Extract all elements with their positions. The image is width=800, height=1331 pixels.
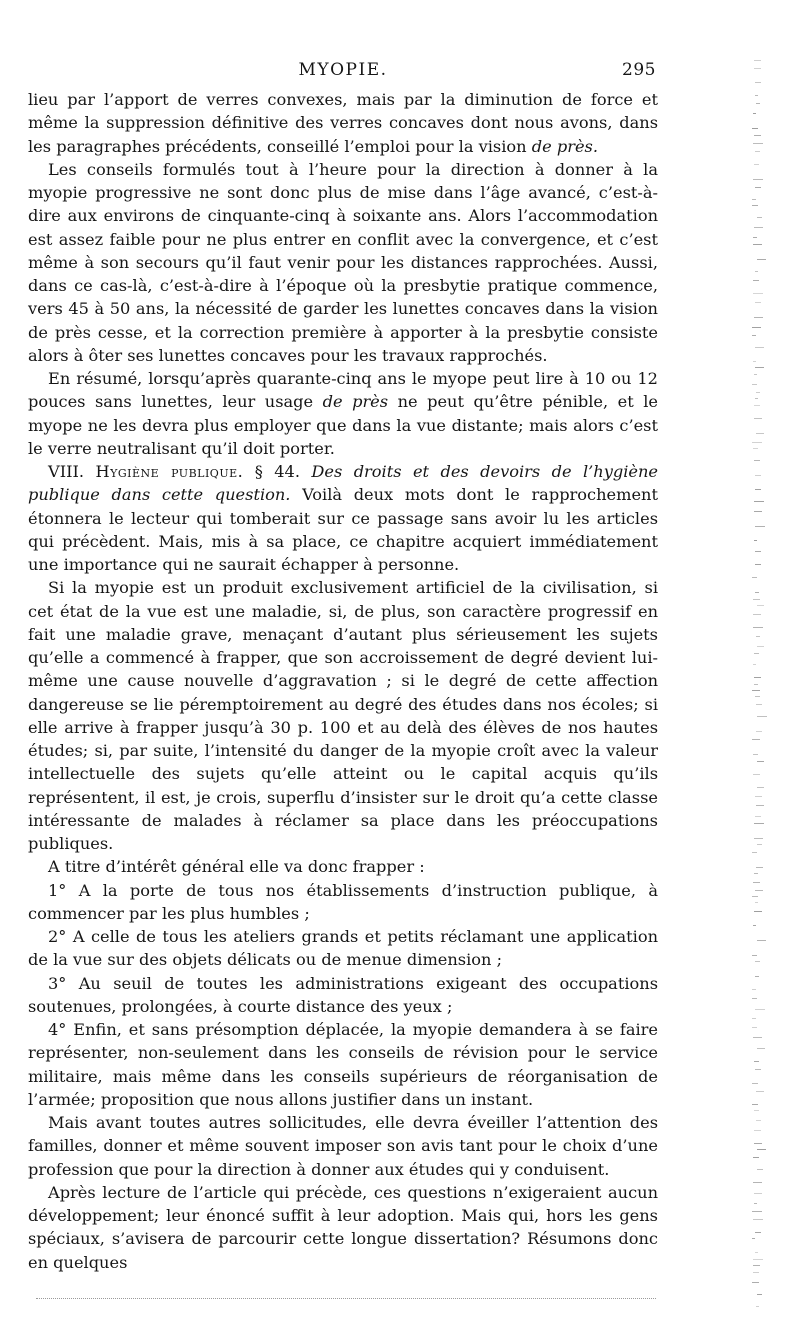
- margin-tick: [754, 511, 762, 512]
- section-number: VIII.: [48, 462, 85, 481]
- margin-tick: [756, 1120, 761, 1121]
- margin-tick: [756, 103, 760, 104]
- margin-tick: [753, 179, 763, 180]
- margin-tick: [753, 925, 756, 926]
- margin-tick: [754, 317, 763, 318]
- margin-tick: [753, 1259, 763, 1260]
- margin-tick: [752, 1018, 756, 1019]
- margin-tick: [753, 1037, 762, 1038]
- margin-tick: [753, 627, 763, 628]
- margin-tick: [757, 259, 766, 260]
- margin-tick: [756, 1306, 759, 1307]
- margin-tick: [754, 838, 763, 839]
- list-item: 2° A celle de tous les ateliers grands et petits réclamant une application de la vue sur des objets délicats ou de menue dimension ;: [28, 927, 658, 970]
- margin-tick: [753, 1272, 759, 1273]
- margin-tick: [754, 501, 764, 502]
- margin-tick: [755, 976, 759, 977]
- margin-tick: [754, 1061, 759, 1062]
- emphasis: de près: [322, 392, 389, 412]
- margin-tick: [752, 739, 760, 740]
- margin-tick: [754, 135, 761, 136]
- margin-tick: [753, 280, 759, 281]
- margin-tick: [755, 187, 761, 188]
- margin-tick: [757, 787, 764, 788]
- margin-tick: [754, 677, 761, 678]
- section-sign: § 44.: [254, 462, 300, 481]
- running-head: [28, 56, 658, 88]
- margin-tick: [757, 716, 767, 717]
- margin-tick: [755, 592, 759, 593]
- margin-tick: [754, 60, 761, 61]
- margin-tick: [755, 95, 758, 96]
- margin-tick: [754, 227, 763, 228]
- paragraph-text: lieu par l’apport de verres convexes, mais par la diminution de force et même la suppression définitive des verres concaves dont nous avons, dans les paragraphes précédents, conseillé l’emploi pour la vision: [28, 90, 658, 156]
- paragraph: [28, 367, 658, 460]
- margin-tick: [753, 361, 756, 362]
- margin-tick: [752, 1104, 758, 1105]
- margin-tick: [757, 1149, 766, 1150]
- margin-tick: [752, 1282, 759, 1283]
- margin-tick: [752, 335, 756, 336]
- list-item: 3° Au seuil de toutes les administrations exigeant des occupations soutenues, prolongées, à courte distance des yeux ;: [28, 973, 658, 1016]
- margin-tick: [756, 636, 760, 637]
- margin-tick: [753, 244, 762, 245]
- section-title: Hygiène publique.: [95, 462, 244, 481]
- margin-tick: [754, 684, 758, 685]
- margin-tick: [756, 704, 762, 705]
- margin-tick: [752, 128, 758, 129]
- margin-tick: [756, 392, 760, 393]
- margin-tick: [755, 151, 760, 152]
- paragraph-text: ne peut qu’être pénible, et le myope ne les devra plus employer que dans la vue distante; mais alors c’est le verre neutralisant qu’il doit porter.: [28, 392, 659, 458]
- margin-tick: [757, 646, 764, 647]
- margin-tick: [754, 911, 762, 912]
- margin-tick: [752, 442, 762, 443]
- margin-tick: [754, 1193, 762, 1194]
- margin-tick: [753, 882, 760, 883]
- margin-tick: [755, 347, 764, 348]
- margin-tick: [753, 1265, 760, 1266]
- page-number: 295: [622, 60, 656, 80]
- margin-tick: [753, 754, 758, 755]
- paragraph-text: En résumé, lorsqu’après quarante-cinq ans le myope peut lire à 10 ou 12 pouces sans lunettes, leur usage: [28, 369, 658, 412]
- margin-tick: [755, 1232, 761, 1233]
- margin-tick: [757, 844, 762, 845]
- margin-tick: [754, 653, 759, 654]
- margin-tick: [753, 237, 757, 238]
- margin-tick: [754, 873, 758, 874]
- margin-tick: [755, 475, 761, 476]
- margin-tick: [752, 1083, 758, 1084]
- margin-tick: [753, 1219, 763, 1220]
- margin-tick: [757, 217, 762, 218]
- margin-tick: [755, 82, 761, 83]
- paragraph: Si la myopie est un produit exclusivement artificiel de la civilisation, si cet état de la vue est une maladie, si, de plus, son caractère progressif en fait une maladie grave, menaçant d’autant plus sérieusement les sujets qu’elle a commencé à frapper, que son accroissement de degré devient lui-même une cause nouvelle d’aggravation ; si le degré de cette affection dangereuse se lie péremptoirement au degré des études dans nos écoles; si elle arrive à frapper jusqu’à 30 p. 100 et au delà des élèves de nos hautes études; si, par suite, l’intensité du danger de la myopie croît avec la valeur intellectuelle des sujets qu’elle atteint ou le capital acquis qu’ils représentent, il est, je crois, superflu d’insister sur le droit qu’a cette classe intéressante de malades à réclamer sa place dans les préoccupations publiques.: [28, 578, 658, 853]
- section-subtitle: Des droits et des devoirs de l’hygiène publique dans cette question.: [28, 462, 658, 505]
- section-heading-paragraph: [28, 460, 658, 576]
- margin-tick: [752, 1211, 762, 1212]
- margin-tick: [753, 293, 763, 294]
- body-text: [28, 88, 658, 1274]
- margin-tick: [753, 599, 760, 600]
- margin-tick: [755, 902, 758, 903]
- margin-tick: [755, 961, 760, 962]
- book-page: [28, 56, 658, 1274]
- scan-margin-ticks: [752, 40, 782, 1320]
- margin-tick: [752, 955, 757, 956]
- paragraph: A titre d’intérêt général elle va donc frapper :: [48, 857, 425, 877]
- margin-tick: [753, 664, 756, 665]
- margin-tick: [754, 1130, 761, 1131]
- margin-tick: [755, 1069, 761, 1070]
- margin-tick: [755, 398, 758, 399]
- paragraph-text: Voilà deux mots dont le rapprochement étonnera le lecteur qui tomberait sur ce passage sans avoir lu les articles qui précèdent. Mais, mis à sa place, ce chapitre acquiert immédiatement une importance qui ne saurait échapper à personne.: [28, 485, 658, 574]
- margin-tick: [752, 896, 758, 897]
- margin-tick: [757, 761, 764, 762]
- margin-tick: [757, 940, 766, 941]
- paragraph: [28, 88, 658, 158]
- margin-tick: [753, 774, 760, 775]
- paragraph: Les conseils formulés tout à l’heure pour la direction à donner à la myopie progressive ne sont donc plus de mise dans l’âge avancé, c’est-à-dire aux environs de cinquante-cinq à soixante ans. Alors l’accommodation est assez faible pour ne plus entrer en conflit avec la convergence, et c’est même à son secours qu’il faut venir pour les distances rapprochées. Aussi, dans ce cas-là, c’est-à-dire à l’époque où la presbytie pratique commence, vers 45 à 50 ans, la nécessité de garder les lunettes concaves dans la vision de près cesse, et la correction première à apporter à la presbytie consiste alors à ôter ses lunettes concaves pour les travaux rapprochés.: [28, 159, 658, 365]
- margin-tick: [752, 327, 761, 328]
- margin-tick: [752, 384, 757, 385]
- paragraph: Mais avant toutes autres sollicitudes, elle devra éveiller l’attention des familles, donner et même souvent imposer son avis tant pour le choix d’une profession que pour la direction à donner aux études qui y conduisent.: [28, 1113, 658, 1179]
- margin-tick: [754, 405, 760, 406]
- margin-tick: [754, 374, 757, 375]
- margin-tick: [753, 614, 761, 615]
- margin-tick: [752, 1238, 755, 1239]
- margin-tick: [754, 68, 761, 69]
- margin-tick: [752, 205, 758, 206]
- margin-tick: [755, 367, 764, 368]
- margin-tick: [755, 696, 760, 697]
- list-item: 1° A la porte de tous nos établissements d’instruction publique, à commencer par les plus humbles ;: [28, 880, 658, 923]
- margin-tick: [757, 1294, 762, 1295]
- margin-tick: [753, 113, 756, 114]
- margin-tick: [753, 448, 758, 449]
- margin-tick: [754, 418, 762, 419]
- margin-tick: [752, 852, 757, 853]
- scan-bottom-dots: [36, 1298, 656, 1301]
- margin-tick: [752, 199, 756, 200]
- margin-tick: [755, 302, 761, 303]
- margin-tick: [752, 989, 756, 990]
- margin-tick: [753, 1182, 762, 1183]
- margin-tick: [755, 1009, 765, 1010]
- margin-tick: [752, 998, 757, 999]
- margin-tick: [753, 1157, 759, 1158]
- margin-tick: [755, 890, 763, 891]
- margin-tick: [755, 271, 758, 272]
- list-item: 4° Enfin, et sans présomption déplacée, la myopie demandera à se faire représenter, non-seulement dans les conseils de révision pour le service militaire, mais même dans les conseils supérieurs de réorganisation de l’armée; proposition que nous allons justifier dans un instant.: [28, 1020, 658, 1109]
- margin-tick: [754, 460, 760, 461]
- margin-tick: [756, 805, 764, 806]
- margin-tick: [757, 1169, 763, 1170]
- margin-tick: [754, 1143, 762, 1144]
- margin-tick: [755, 1252, 758, 1253]
- paragraph: Après lecture de l’article qui précède, ces questions n’exigeraient aucun développement; leur énoncé suffit à leur adoption. Mais qui, hors les gens spéciaux, s’avisera de parcourir cette longue dissertation? Résumons donc en quelques: [28, 1182, 658, 1272]
- margin-tick: [757, 605, 764, 606]
- margin-tick: [756, 1091, 764, 1092]
- margin-tick: [754, 1203, 757, 1204]
- margin-tick: [756, 731, 762, 732]
- margin-tick: [754, 540, 757, 541]
- margin-tick: [755, 551, 761, 552]
- margin-tick: [757, 1048, 765, 1049]
- margin-tick: [752, 577, 757, 578]
- margin-tick: [752, 1027, 757, 1028]
- emphasis: de près.: [531, 136, 598, 156]
- margin-tick: [754, 823, 764, 824]
- margin-tick: [753, 143, 763, 144]
- margin-tick: [755, 564, 761, 565]
- margin-tick: [756, 433, 764, 434]
- running-title: MYOPIE.: [298, 60, 388, 80]
- margin-tick: [756, 867, 763, 868]
- margin-tick: [755, 526, 765, 527]
- margin-tick: [755, 796, 762, 797]
- margin-tick: [752, 690, 760, 691]
- margin-tick: [755, 489, 761, 490]
- margin-tick: [754, 164, 759, 165]
- margin-tick: [755, 816, 761, 817]
- margin-tick: [754, 1110, 759, 1111]
